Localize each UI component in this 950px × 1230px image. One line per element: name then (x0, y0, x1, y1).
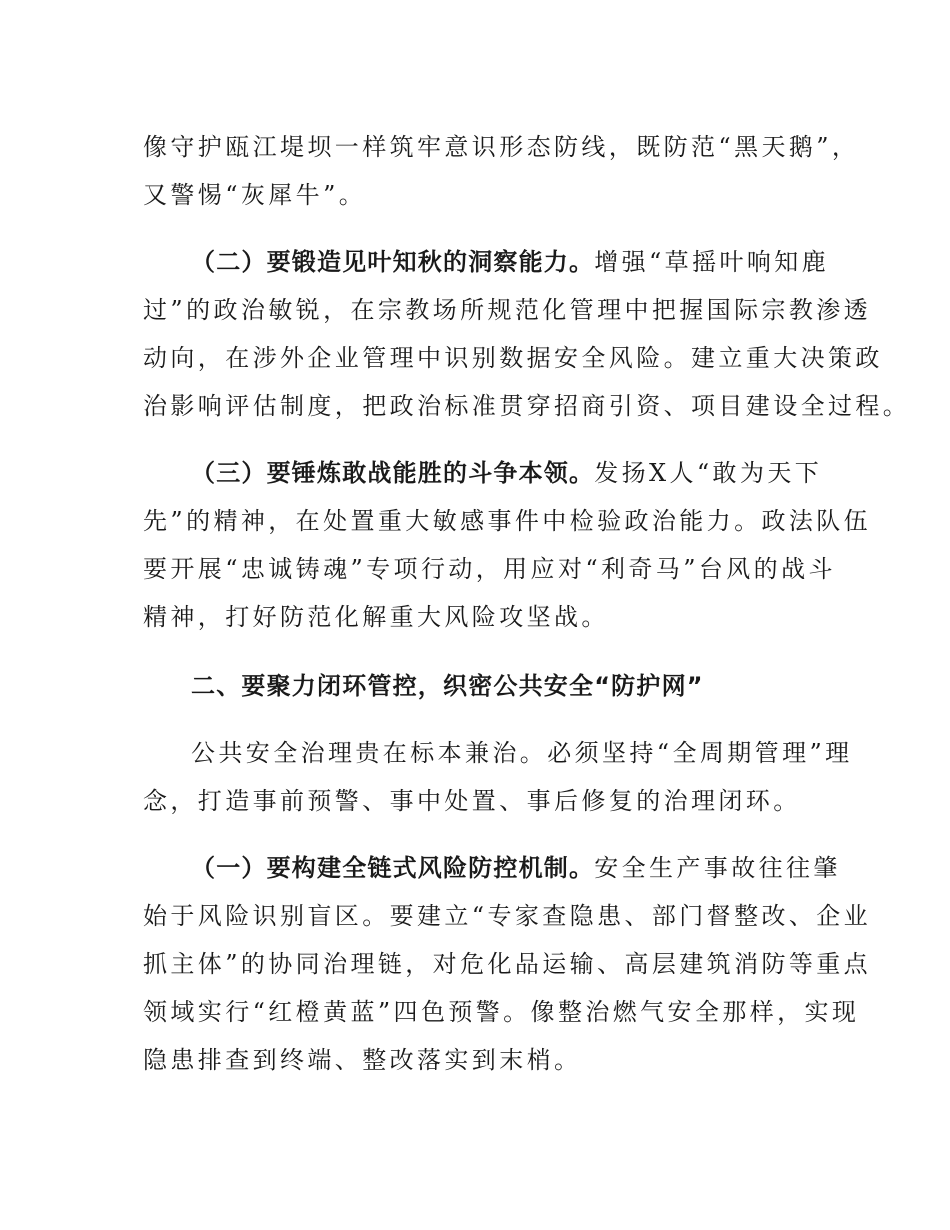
body-text: 发扬X人“敢为天下 (594, 459, 823, 487)
bold-lead-text: （三）要锤炼敢战能胜的斗争本领。 (191, 459, 595, 487)
text-line (143, 180, 366, 210)
text-line (143, 786, 801, 816)
text-line (143, 343, 883, 373)
body-text: 始于风险识别盲区。要建立“专家查隐患、部门督整改、企业 (143, 902, 872, 930)
bold-lead-text: （一）要构建全链式风险防控机制。 (191, 854, 595, 882)
text-line (191, 671, 704, 701)
body-text: 安全生产事故往往肇 (594, 854, 841, 882)
body-text: 像守护瓯江堤坝一样筑牢意识形态防线，既防范“黑天鹅”， (143, 133, 860, 161)
text-line (191, 458, 822, 488)
body-text: 又警惕“灰犀牛”。 (143, 181, 367, 209)
body-text: 增强“草摇叶响知鹿 (594, 248, 830, 276)
text-line (143, 997, 859, 1027)
bold-lead-text: 二、要聚力闭环管控，织密公共安全“防护网” (191, 672, 704, 700)
body-text: 过”的政治敏锐，在宗教场所规范化管理中把握国际宗教渗透 (143, 296, 872, 324)
text-line (143, 295, 871, 325)
text-line (143, 554, 836, 584)
body-text: 公共安全治理贵在标本兼治。必须坚持“全周期管理”理 (191, 739, 853, 767)
body-text: 动向，在涉外企业管理中识别数据安全风险。建立重大决策政 (143, 344, 883, 372)
text-line (143, 1045, 581, 1075)
text-line (143, 132, 859, 162)
text-line (191, 247, 829, 277)
body-text: 精神，打好防范化解重大风险攻坚战。 (143, 603, 609, 631)
text-line (191, 738, 853, 768)
text-line (143, 901, 871, 931)
text-line (143, 949, 871, 979)
text-line (143, 602, 609, 632)
text-line (191, 853, 841, 883)
body-text: 治影响评估制度，把政治标准贯穿招商引资、项目建设全过程。 (143, 392, 911, 420)
body-text: 抓主体”的协同治理链，对危化品运输、高层建筑消防等重点 (143, 950, 872, 978)
text-line (143, 391, 910, 421)
text-line (143, 506, 871, 536)
body-text: 念，打造事前预警、事中处置、事后修复的治理闭环。 (143, 787, 801, 815)
body-text: 领域实行“红橙黄蓝”四色预警。像整治燃气安全那样，实现 (143, 998, 860, 1026)
bold-lead-text: （二）要锻造见叶知秋的洞察能力。 (191, 248, 595, 276)
body-text: 要开展“忠诚铸魂”专项行动，用应对“利奇马”台风的战斗 (143, 555, 836, 583)
body-text: 先”的精神，在处置重大敏感事件中检验政治能力。政法队伍 (143, 507, 872, 535)
body-text: 隐患排查到终端、整改落实到末梢。 (143, 1046, 582, 1074)
